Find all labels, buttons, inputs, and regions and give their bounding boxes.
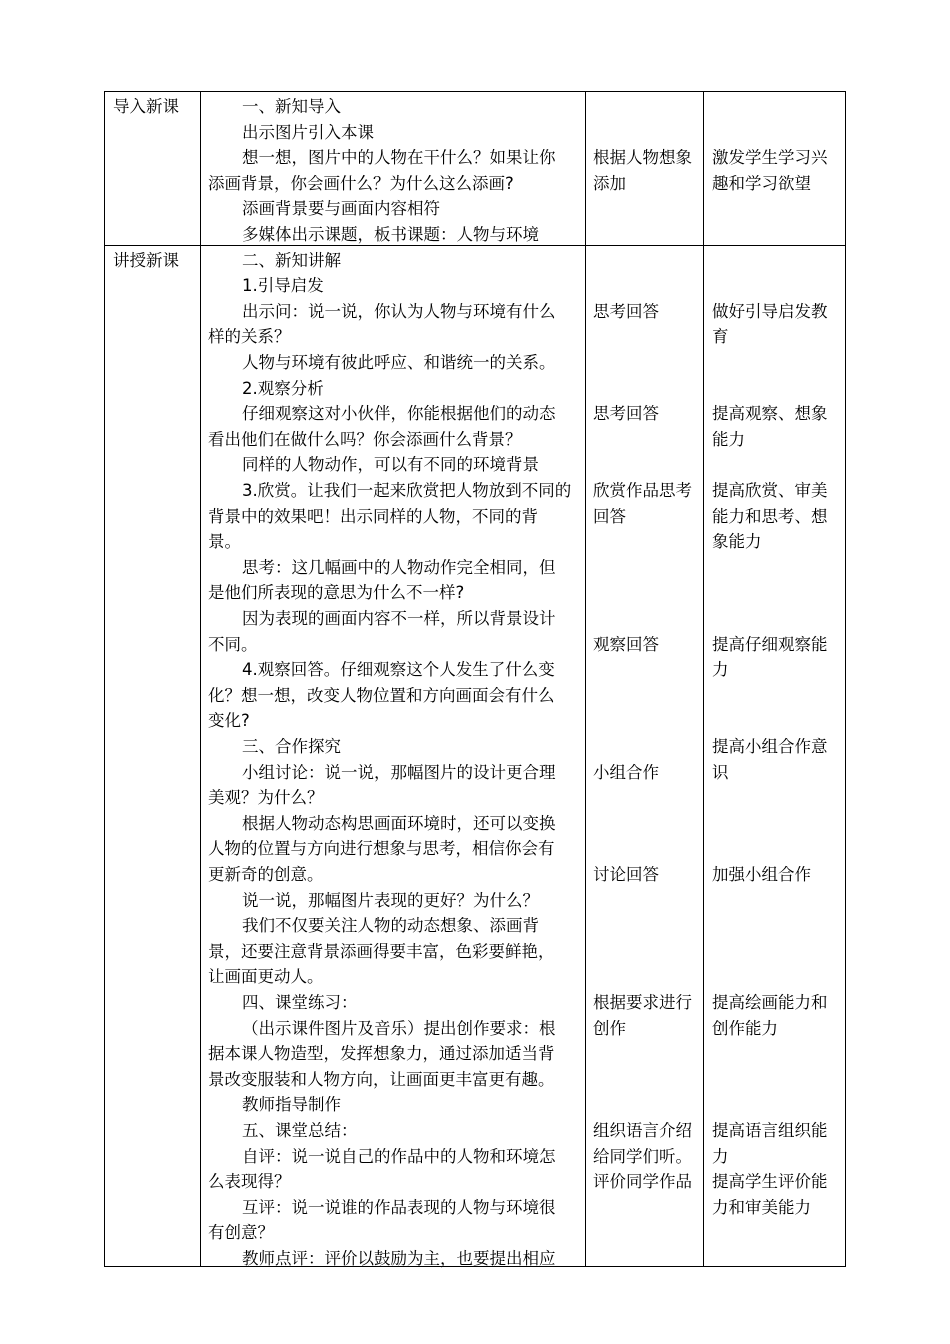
design-intent-line: 育 <box>712 327 729 347</box>
content-line: 背景中的效果吧！出示同样的人物，不同的背 <box>208 506 538 526</box>
content-line: 出示问：说一说，你认为人物与环境有什么 <box>242 301 556 321</box>
content-line: 4.观察回答。仔细观察这个人发生了什么变 <box>242 660 555 680</box>
content-line: 不同。 <box>208 634 258 654</box>
student-activity-line: 观察回答 <box>593 634 659 654</box>
content-line: 互评：说一说谁的作品表现的人物与环境很 <box>242 1197 556 1217</box>
design-intent-line: 趣和学习欲望 <box>712 173 811 193</box>
content-line: 么表现得？ <box>208 1172 291 1192</box>
content-line: 想一想，图片中的人物在干什么？如果让你 <box>242 148 556 168</box>
student-activity-line: 添加 <box>593 173 626 193</box>
student-activity-line: 小组合作 <box>593 762 659 782</box>
design-intent-line: 提高仔细观察能 <box>712 634 828 654</box>
column-divider <box>703 92 704 1266</box>
content-line: 出示图片引入本课 <box>242 122 374 142</box>
student-activity-line: 欣赏作品思考 <box>593 481 692 500</box>
column-divider <box>200 92 201 1266</box>
content-line: 人物与环境有彼此呼应、和谐统一的关系。 <box>242 353 556 372</box>
student-activity-line: 回答 <box>593 506 626 526</box>
design-intent-line: 提高语言组织能 <box>712 1121 828 1140</box>
content-line: 添画背景要与画面内容相符 <box>242 199 440 219</box>
student-activity-line: 讨论回答 <box>593 865 659 884</box>
content-line: 美观？为什么？ <box>208 788 324 808</box>
content-line: 一、新知导入 <box>242 97 341 116</box>
content-line: 我们不仅要关注人物的动态想象、添画背 <box>242 916 539 936</box>
content-line: 变化? <box>208 711 250 731</box>
content-line: 教师指导制作 <box>242 1095 341 1115</box>
content-line: 说一说，那幅图片表现的更好？为什么？ <box>242 890 539 910</box>
section-label: 导入新课 <box>113 97 179 116</box>
design-intent-line: 力 <box>712 1146 729 1166</box>
design-intent-line: 象能力 <box>712 532 762 552</box>
student-activity-line: 根据要求进行 <box>593 993 692 1012</box>
content-line: 思考：这几幅画中的人物动作完全相同，但 <box>242 557 556 577</box>
student-activity-line: 创作 <box>593 1018 626 1038</box>
content-line: 让画面更动人。 <box>208 967 324 987</box>
student-activity-line: 给同学们听。 <box>593 1146 692 1166</box>
student-activity-line: 根据人物想象 <box>593 148 692 168</box>
content-line: 自评：说一说自己的作品中的人物和环境怎 <box>242 1146 556 1166</box>
design-intent-line: 激发学生学习兴 <box>712 148 828 168</box>
content-line: 同样的人物动作，可以有不同的环境背景 <box>242 455 539 475</box>
section-label: 讲授新课 <box>113 250 179 270</box>
content-line: 四、课堂练习： <box>242 993 358 1012</box>
design-intent-line: 能力和思考、想 <box>712 506 828 526</box>
student-activity-line: 思考回答 <box>593 404 659 424</box>
content-line: 景改变服装和人物方向，让画面更丰富更有趣。 <box>208 1069 555 1089</box>
content-line: 样的关系？ <box>208 327 291 347</box>
content-line: 添画背景，你会画什么？为什么这么添画? <box>208 173 514 193</box>
content-line: 人物的位置与方向进行想象与思考，相信你会有 <box>208 839 555 859</box>
content-line: 根据人物动态构思画面环境时，还可以变换 <box>242 813 556 833</box>
content-line: 仔细观察这对小伙伴，你能根据他们的动态 <box>242 404 556 424</box>
content-line: 景。 <box>208 532 241 552</box>
content-line: 2.观察分析 <box>242 378 324 398</box>
content-line: 更新奇的创意。 <box>208 865 324 884</box>
design-intent-line: 提高欣赏、审美 <box>712 481 828 500</box>
content-line: 三、合作探究 <box>242 737 341 756</box>
content-line: 3.欣赏。让我们一起来欣赏把人物放到不同的 <box>242 481 572 500</box>
design-intent-line: 做好引导启发教 <box>712 301 828 321</box>
student-activity-line: 评价同学作品 <box>593 1172 692 1192</box>
design-intent-line: 力 <box>712 660 729 680</box>
design-intent-line: 提高观察、想象 <box>712 404 828 424</box>
content-line: 五、课堂总结： <box>242 1121 358 1140</box>
content-line: 据本课人物造型，发挥想象力，通过添加适当背 <box>208 1044 555 1064</box>
content-line: 是他们所表现的意思为什么不一样? <box>208 583 465 603</box>
design-intent-line: 提高小组合作意 <box>712 737 828 756</box>
design-intent-line: 识 <box>712 762 729 782</box>
content-line: 多媒体出示课题，板书课题：人物与环境 <box>242 225 539 244</box>
content-line: （出示课件图片及音乐）提出创作要求：根 <box>242 1018 556 1038</box>
student-activity-line: 思考回答 <box>593 301 659 321</box>
content-line: 教师点评：评价以鼓励为主，也要提出相应 <box>242 1249 556 1268</box>
student-activity-line: 组织语言介绍 <box>593 1121 692 1140</box>
design-intent-line: 能力 <box>712 429 745 449</box>
design-intent-line: 提高绘画能力和 <box>712 993 828 1012</box>
design-intent-line: 创作能力 <box>712 1018 778 1038</box>
content-line: 景，还要注意背景添画得要丰富，色彩要鲜艳， <box>208 941 555 961</box>
design-intent-line: 力和审美能力 <box>712 1197 811 1217</box>
content-line: 化？想一想，改变人物位置和方向画面会有什么 <box>208 685 555 705</box>
content-line: 有创意？ <box>208 1223 274 1243</box>
column-divider <box>585 92 586 1266</box>
content-line: 小组讨论：说一说，那幅图片的设计更合理 <box>242 762 556 782</box>
design-intent-line: 提高学生评价能 <box>712 1172 828 1192</box>
content-line: 二、新知讲解 <box>242 250 341 270</box>
content-line: 1.引导启发 <box>242 276 324 296</box>
design-intent-line: 加强小组合作 <box>712 865 811 884</box>
content-line: 看出他们在做什么吗？你会添画什么背景？ <box>208 429 522 449</box>
content-line: 因为表现的画面内容不一样，所以背景设计 <box>242 609 556 628</box>
